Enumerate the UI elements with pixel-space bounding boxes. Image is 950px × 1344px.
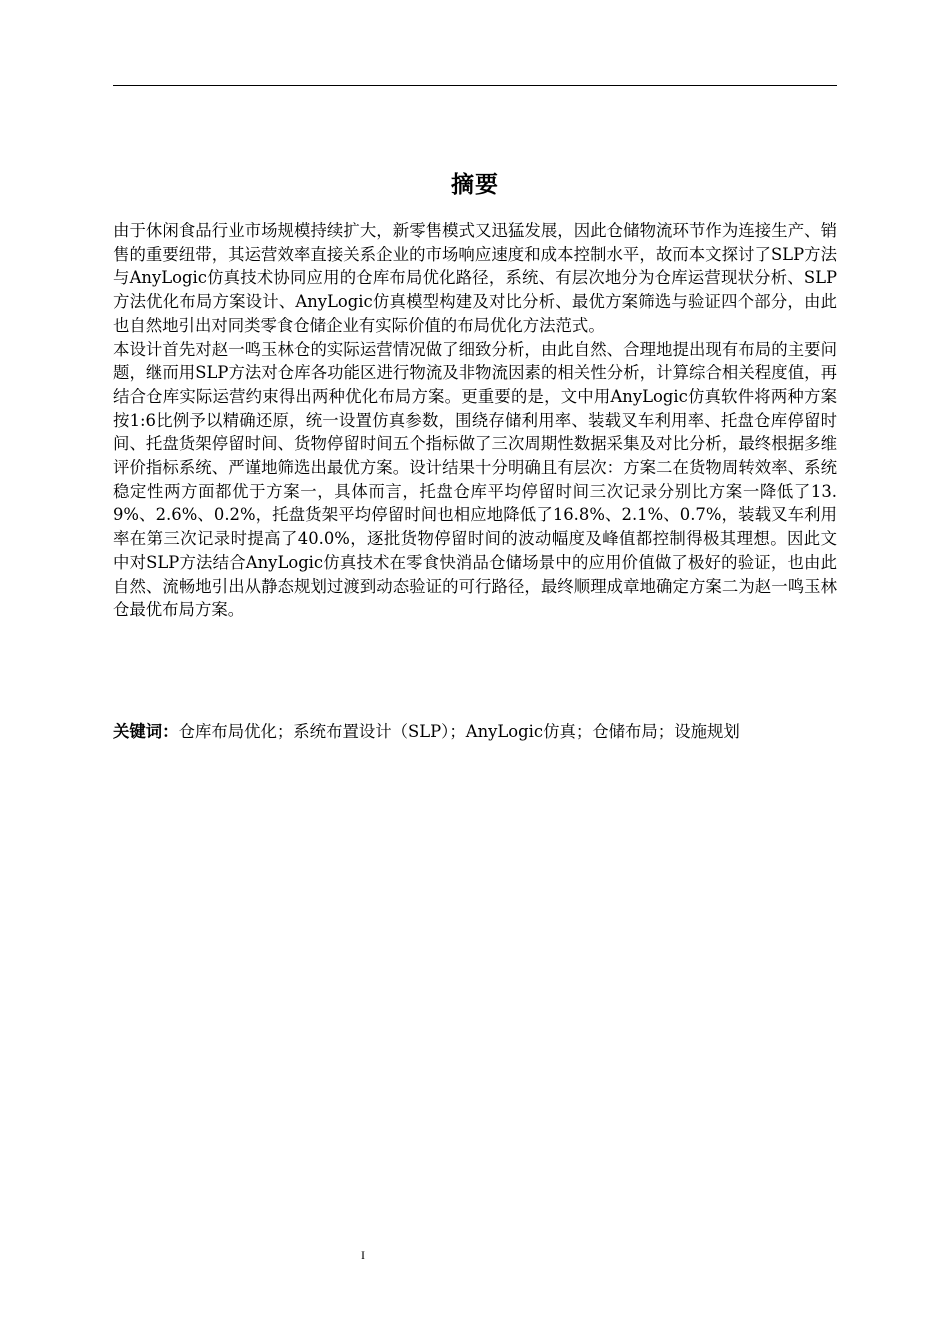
page-number: I [361, 1248, 365, 1262]
abstract-paragraph-2: 本设计首先对赵一鸣玉林仓的实际运营情况做了细致分析，由此自然、合理地提出现有布局的主要问题，继而用SLP方法对仓库各功能区进行物流及非物流因素的相关性分析，计算综合相关程度值，再结合仓库实际运营约束得出两种优化布局方案。更重要的是，文中用AnyLogic仿真软件将两种方案按1:6比例予以精确还原，统一设置仿真参数，围绕存储利用率、装载叉车利用率、托盘仓库停留时间、托盘货架停留时间、货物停留时间五个指标做了三次周期性数据采集及对比分析，最终根据多维评价指标系统、严谨地筛选出最优方案。设计结果十分明确且有层次：方案二在货物周转效率、系统稳定性两方面都优于方案一，具体而言，托盘仓库平均停留时间三次记录分别比方案一降低了13.9%、2.6%、0.2%，托盘货架平均停留时间也相应地降低了16.8%、2.1%、0.7%，装载叉车利用率在第三次记录时提高了40.0%，逐批货物停留时间的波动幅度及峰值都控制得极其理想。因此文中对SLP方法结合AnyLogic仿真技术在零食快消品仓储场景中的应用价值做了极好的验证，也由此自然、流畅地引出从静态规划过渡到动态验证的可行路径，最终顺理成章地确定方案二为赵一鸣玉林仓最优布局方案。 [113, 339, 837, 620]
abstract-title: 摘要 [451, 172, 499, 198]
keywords-label: 关键词： [113, 722, 179, 741]
header-rule [113, 85, 837, 86]
keywords-text: 仓库布局优化；系统布置设计（SLP）；AnyLogic仿真；仓储布局；设施规划 [178, 722, 740, 741]
abstract-paragraph-1: 由于休闲食品行业市场规模持续扩大，新零售模式又迅猛发展，因此仓储物流环节作为连接生产、销售的重要纽带，其运营效率直接关系企业的市场响应速度和成本控制水平，故而本文探讨了SLP方法与AnyLogic仿真技术协同应用的仓库布局优化路径，系统、有层次地分为仓库运营现状分析、SLP方法优化布局方案设计、AnyLogic仿真模型构建及对比分析、最优方案筛选与验证四个部分，由此也自然地引出对同类零食仓储企业有实际价值的布局优化方法范式。 [113, 221, 837, 335]
abstract-body [113, 219, 837, 622]
keywords-line [113, 720, 853, 744]
